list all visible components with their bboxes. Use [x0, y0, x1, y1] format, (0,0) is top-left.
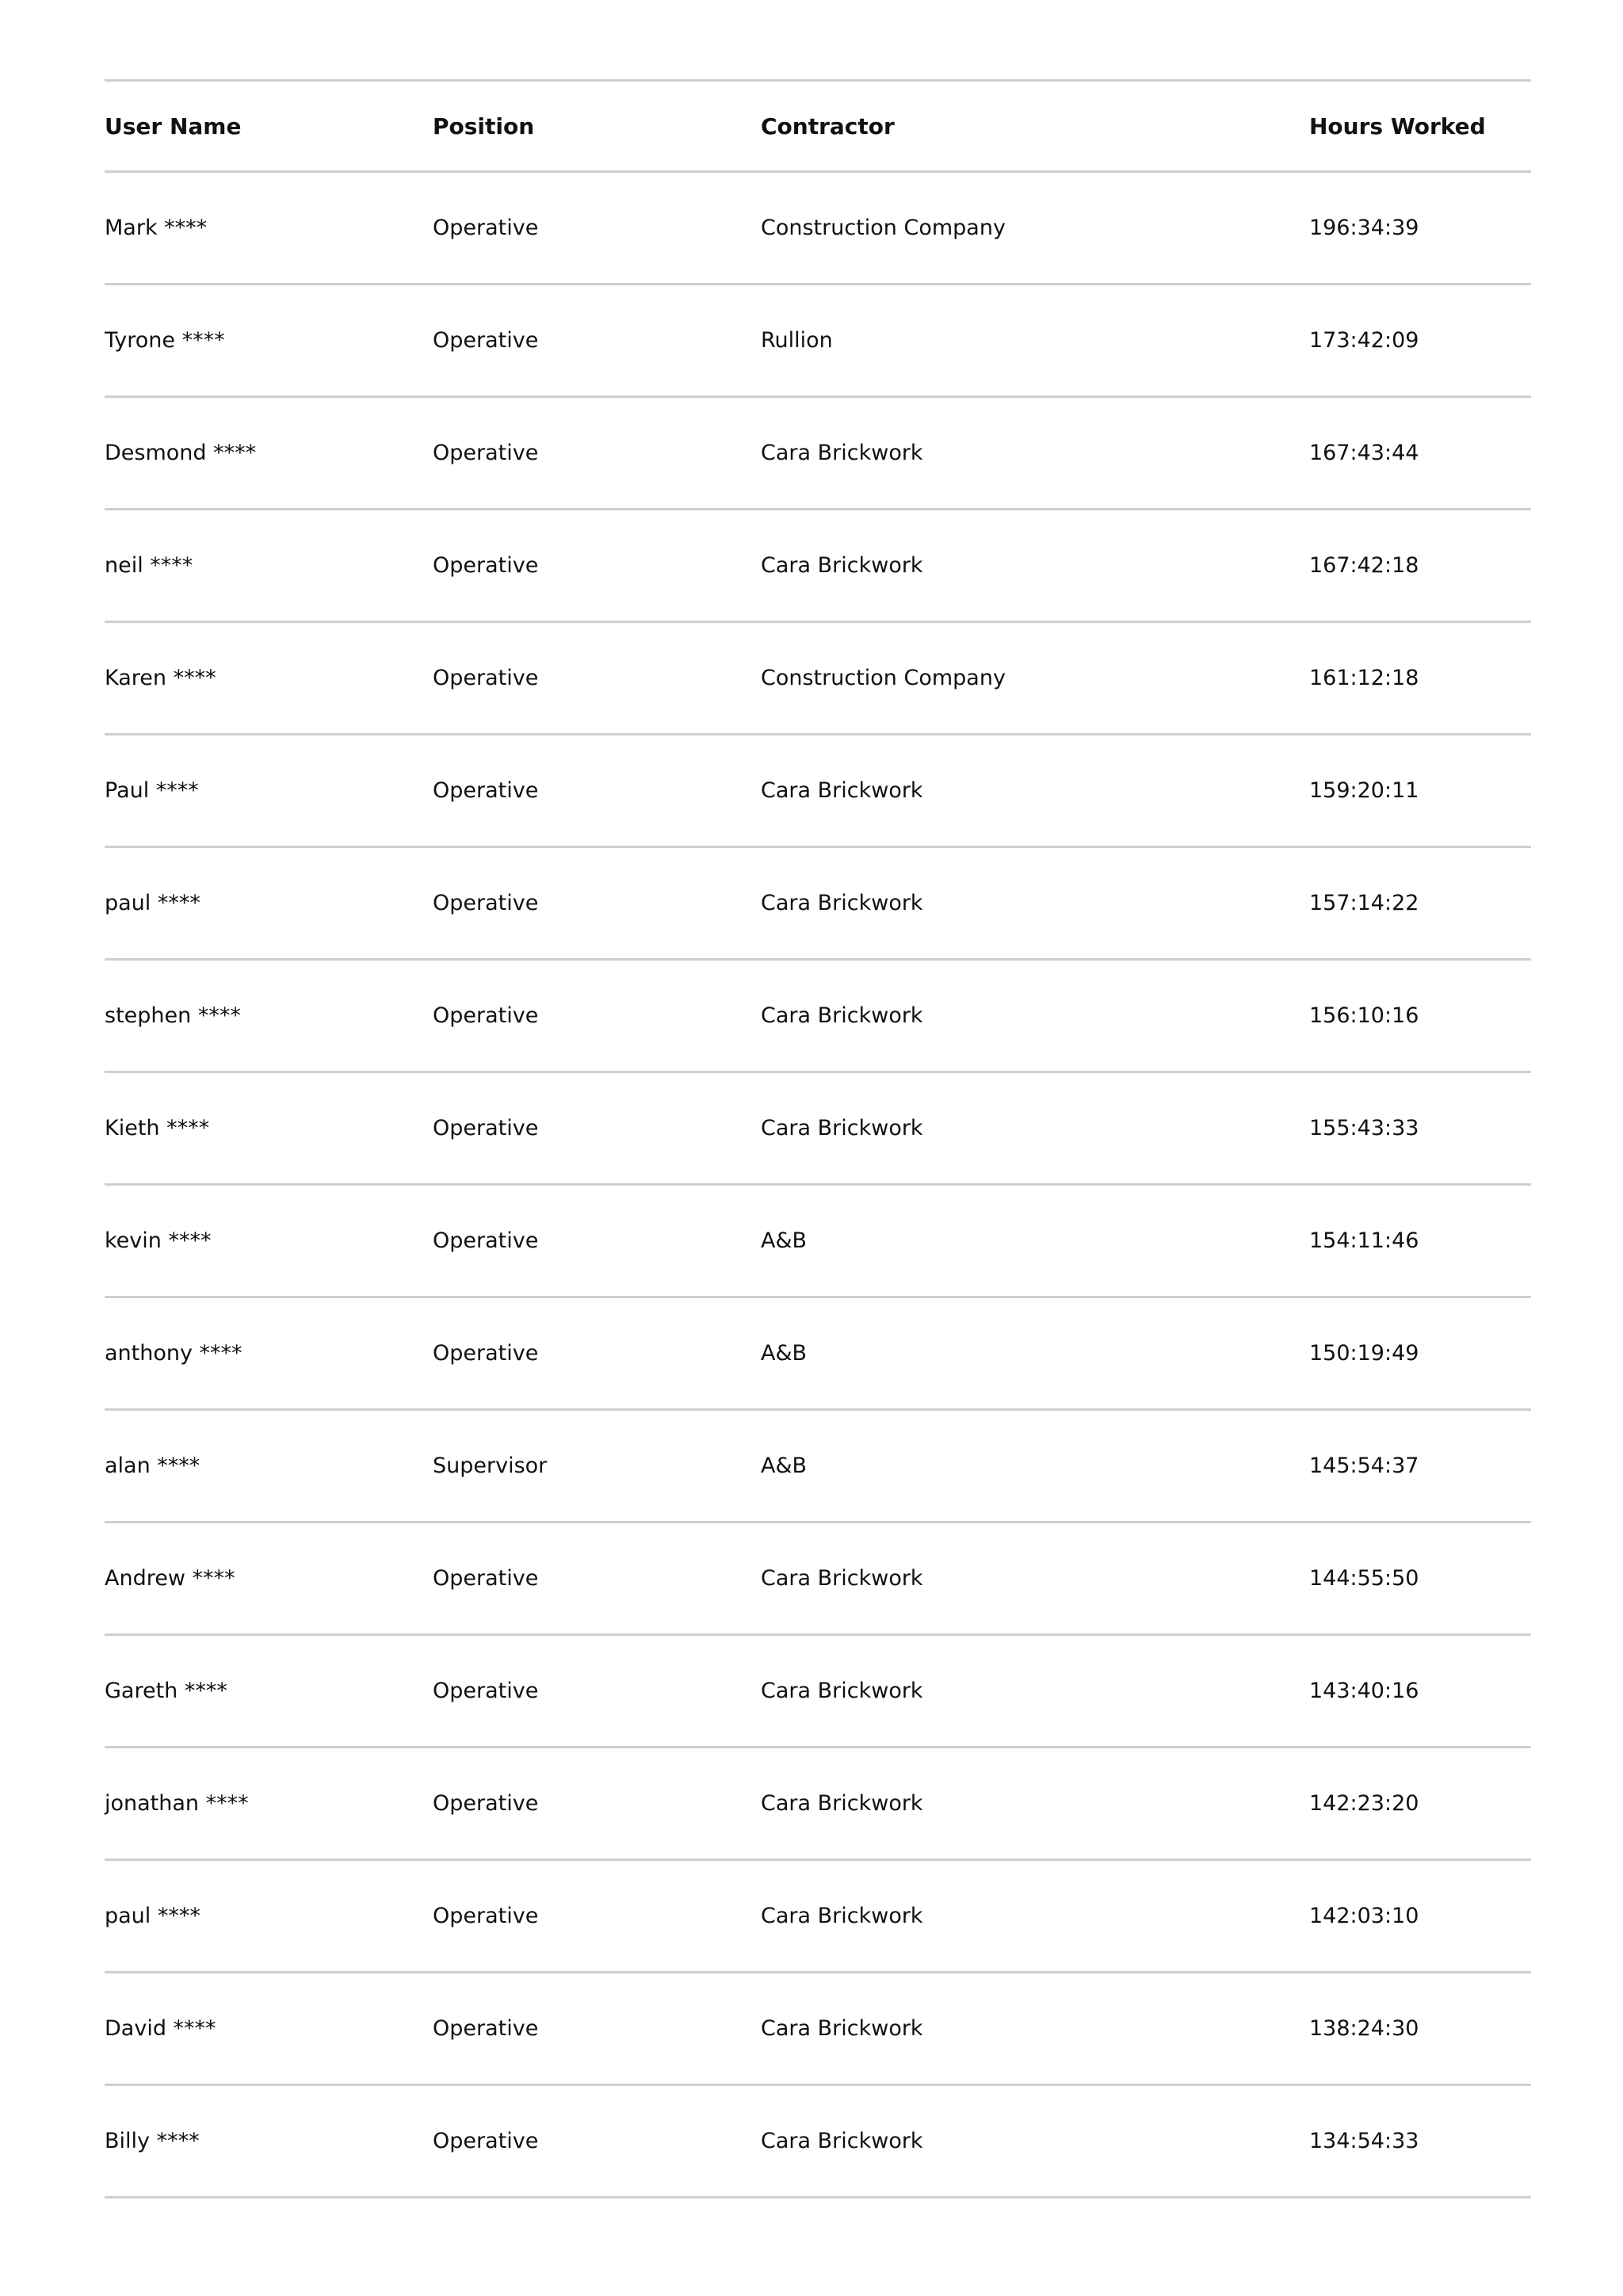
table-header	[105, 81, 1531, 172]
cell-user-name: Gareth ****	[105, 1635, 433, 1748]
table-row	[105, 622, 1531, 735]
cell-user-name: Desmond ****	[105, 397, 433, 510]
cell-contractor: Rullion	[761, 285, 1309, 397]
cell-hours-worked: 156:10:16	[1309, 960, 1531, 1072]
cell-hours-worked: 159:20:11	[1309, 735, 1531, 847]
cell-hours-worked: 167:42:18	[1309, 510, 1531, 622]
cell-position: Operative	[433, 735, 761, 847]
cell-position: Operative	[433, 510, 761, 622]
cell-contractor: Cara Brickwork	[761, 1748, 1309, 1860]
cell-hours-worked: 155:43:33	[1309, 1072, 1531, 1185]
cell-user-name: alan ****	[105, 1410, 433, 1522]
cell-user-name: Andrew ****	[105, 1522, 433, 1635]
table-row	[105, 960, 1531, 1072]
cell-hours-worked: 134:54:33	[1309, 2085, 1531, 2198]
table-row	[105, 1973, 1531, 2085]
cell-contractor: Cara Brickwork	[761, 960, 1309, 1072]
cell-position: Operative	[433, 2085, 761, 2198]
cell-position: Operative	[433, 1635, 761, 1748]
cell-hours-worked: 150:19:49	[1309, 1297, 1531, 1410]
table-row	[105, 2085, 1531, 2198]
table-row	[105, 1410, 1531, 1522]
cell-contractor: Cara Brickwork	[761, 735, 1309, 847]
cell-user-name: paul ****	[105, 847, 433, 960]
cell-position: Operative	[433, 1072, 761, 1185]
cell-user-name: anthony ****	[105, 1297, 433, 1410]
table-row	[105, 1748, 1531, 1860]
table-row	[105, 735, 1531, 847]
table-row	[105, 1522, 1531, 1635]
table-row	[105, 847, 1531, 960]
cell-position: Operative	[433, 1860, 761, 1973]
table-row	[105, 172, 1531, 285]
cell-user-name: Karen ****	[105, 622, 433, 735]
cell-user-name: Billy ****	[105, 2085, 433, 2198]
cell-user-name: jonathan ****	[105, 1748, 433, 1860]
cell-contractor: Cara Brickwork	[761, 1860, 1309, 1973]
cell-hours-worked: 154:11:46	[1309, 1185, 1531, 1297]
cell-hours-worked: 142:03:10	[1309, 1860, 1531, 1973]
cell-user-name: Tyrone ****	[105, 285, 433, 397]
cell-position: Operative	[433, 1748, 761, 1860]
table-row	[105, 510, 1531, 622]
table-row	[105, 1072, 1531, 1185]
cell-contractor: Cara Brickwork	[761, 847, 1309, 960]
cell-contractor: Cara Brickwork	[761, 1522, 1309, 1635]
cell-user-name: paul ****	[105, 1860, 433, 1973]
table-row	[105, 397, 1531, 510]
table-row	[105, 1635, 1531, 1748]
cell-hours-worked: 161:12:18	[1309, 622, 1531, 735]
cell-position: Operative	[433, 1973, 761, 2085]
cell-contractor: A&B	[761, 1410, 1309, 1522]
cell-position: Operative	[433, 1297, 761, 1410]
cell-contractor: Cara Brickwork	[761, 2085, 1309, 2198]
cell-user-name: Paul ****	[105, 735, 433, 847]
cell-hours-worked: 157:14:22	[1309, 847, 1531, 960]
cell-position: Operative	[433, 960, 761, 1072]
cell-user-name: stephen ****	[105, 960, 433, 1072]
cell-hours-worked: 142:23:20	[1309, 1748, 1531, 1860]
cell-position: Operative	[433, 1185, 761, 1297]
table-body	[105, 172, 1531, 2198]
cell-hours-worked: 144:55:50	[1309, 1522, 1531, 1635]
table-row	[105, 1297, 1531, 1410]
cell-hours-worked: 167:43:44	[1309, 397, 1531, 510]
cell-position: Operative	[433, 397, 761, 510]
cell-contractor: A&B	[761, 1185, 1309, 1297]
cell-hours-worked: 196:34:39	[1309, 172, 1531, 285]
cell-hours-worked: 138:24:30	[1309, 1973, 1531, 2085]
cell-contractor: Cara Brickwork	[761, 1635, 1309, 1748]
header-row	[105, 81, 1531, 172]
cell-position: Operative	[433, 172, 761, 285]
table-row	[105, 285, 1531, 397]
cell-user-name: neil ****	[105, 510, 433, 622]
cell-hours-worked: 173:42:09	[1309, 285, 1531, 397]
table-row	[105, 1860, 1531, 1973]
hours-worked-table	[105, 79, 1531, 2199]
header-user-name: User Name	[105, 81, 433, 172]
cell-contractor: A&B	[761, 1297, 1309, 1410]
cell-user-name: kevin ****	[105, 1185, 433, 1297]
cell-contractor: Cara Brickwork	[761, 1973, 1309, 2085]
cell-position: Operative	[433, 285, 761, 397]
header-contractor: Contractor	[761, 81, 1309, 172]
cell-user-name: Mark ****	[105, 172, 433, 285]
cell-user-name: David ****	[105, 1973, 433, 2085]
cell-contractor: Construction Company	[761, 172, 1309, 285]
cell-hours-worked: 145:54:37	[1309, 1410, 1531, 1522]
cell-contractor: Cara Brickwork	[761, 397, 1309, 510]
cell-user-name: Kieth ****	[105, 1072, 433, 1185]
cell-contractor: Cara Brickwork	[761, 1072, 1309, 1185]
header-hours-worked: Hours Worked	[1309, 81, 1531, 172]
header-position: Position	[433, 81, 761, 172]
cell-hours-worked: 143:40:16	[1309, 1635, 1531, 1748]
cell-contractor: Construction Company	[761, 622, 1309, 735]
cell-position: Operative	[433, 622, 761, 735]
cell-position: Operative	[433, 1522, 761, 1635]
cell-position: Operative	[433, 847, 761, 960]
cell-contractor: Cara Brickwork	[761, 510, 1309, 622]
table-row	[105, 1185, 1531, 1297]
cell-position: Supervisor	[433, 1410, 761, 1522]
